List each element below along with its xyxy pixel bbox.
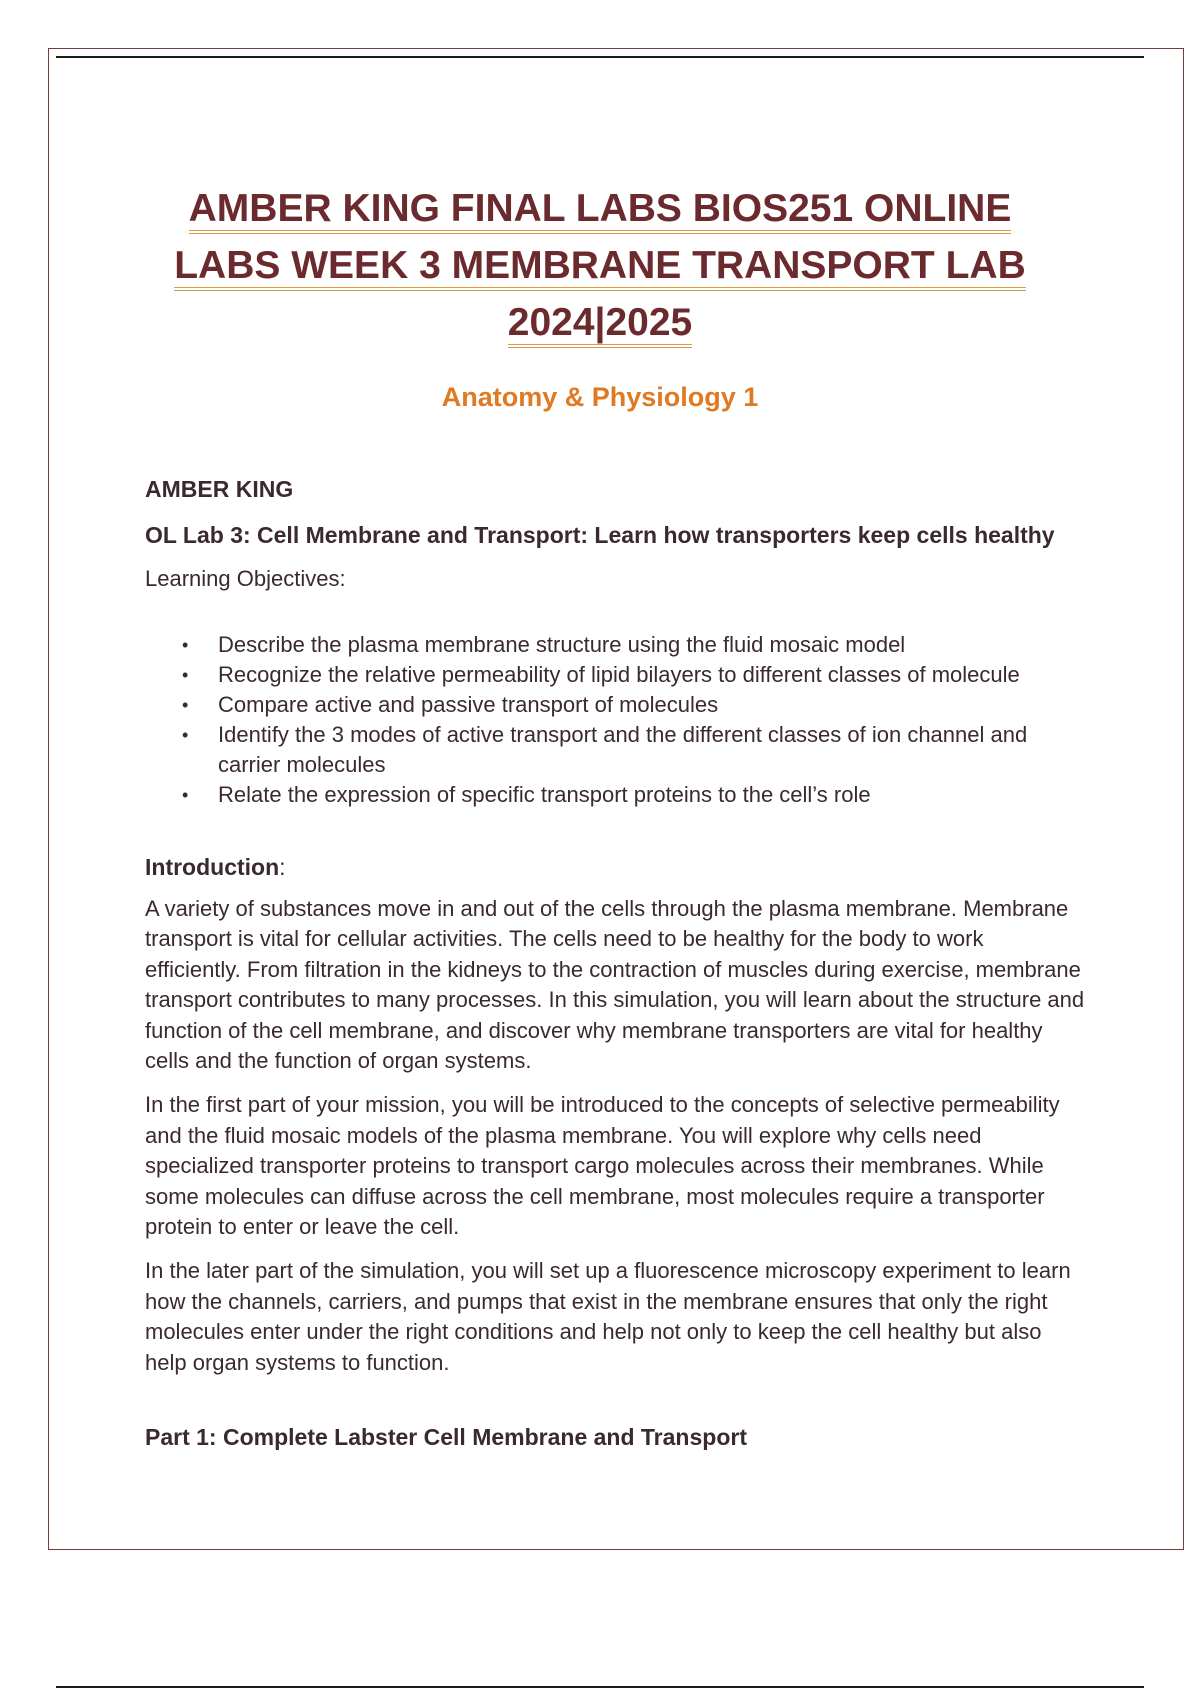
- intro-paragraph: A variety of substances move in and out of the cells through the plasma membrane. Membrane transport is vital for cellular activities. The cells need to be healthy for the body to work efficiently. From filtration in the kidneys to the contraction of muscles during exercise, membrane transport contributes to many processes. In this simulation, you will learn about the structure and function of the cell membrane, and discover why membrane transporters are vital for healthy cells and the function of organ systems.: [145, 896, 1085, 1074]
- objective-item: • Identify the 3 modes of active transport and the different classes of ion channel and carrier molecules: [218, 720, 1085, 780]
- title-line-2: LABS WEEK 3 MEMBRANE TRANSPORT LAB: [100, 237, 1100, 294]
- intro-paragraph: In the first part of your mission, you will be introduced to the concepts of selective permeability and the fluid mosaic models of the plasma membrane. You will explore why cells need specialized transporter proteins to transport cargo molecules across their membranes. While some molecules can diffuse across the cell membrane, most molecules require a transporter protein to enter or leave the cell.: [145, 1092, 1060, 1240]
- title-line-3: 2024|2025: [100, 294, 1100, 351]
- bottom-rule: [56, 1686, 1144, 1688]
- intro-paragraph: In the later part of the simulation, you will set up a fluorescence microscopy experiment to learn how the channels, carriers, and pumps that exist in the membrane ensures that only the right molecules enter under the right conditions and help not only to keep the cell healthy but also help organ systems to function.: [145, 1258, 1071, 1375]
- title-line-1: AMBER KING FINAL LABS BIOS251 ONLINE: [100, 180, 1100, 237]
- subtitle: Anatomy & Physiology 1: [441, 382, 759, 412]
- objectives-list: [145, 630, 1085, 810]
- part1-heading: Part 1: Complete Labster Cell Membrane and Transport: [145, 1424, 747, 1451]
- objective-item: • Describe the plasma membrane structure using the fluid mosaic model: [218, 630, 1085, 660]
- author-name: AMBER KING: [145, 476, 294, 502]
- introduction-heading: Introduction:: [145, 854, 286, 880]
- objective-item: • Compare active and passive transport of molecules: [218, 690, 1085, 720]
- objectives-label: Learning Objectives:: [145, 566, 346, 591]
- objective-item: • Recognize the relative permeability of lipid bilayers to different classes of molecule: [218, 660, 1085, 690]
- objective-item: • Relate the expression of specific transport proteins to the cell’s role: [218, 780, 1085, 810]
- document-body: [145, 474, 1085, 1452]
- document-title: [100, 180, 1100, 351]
- lab-title: OL Lab 3: Cell Membrane and Transport: Learn how transporters keep cells healthy: [145, 522, 1055, 548]
